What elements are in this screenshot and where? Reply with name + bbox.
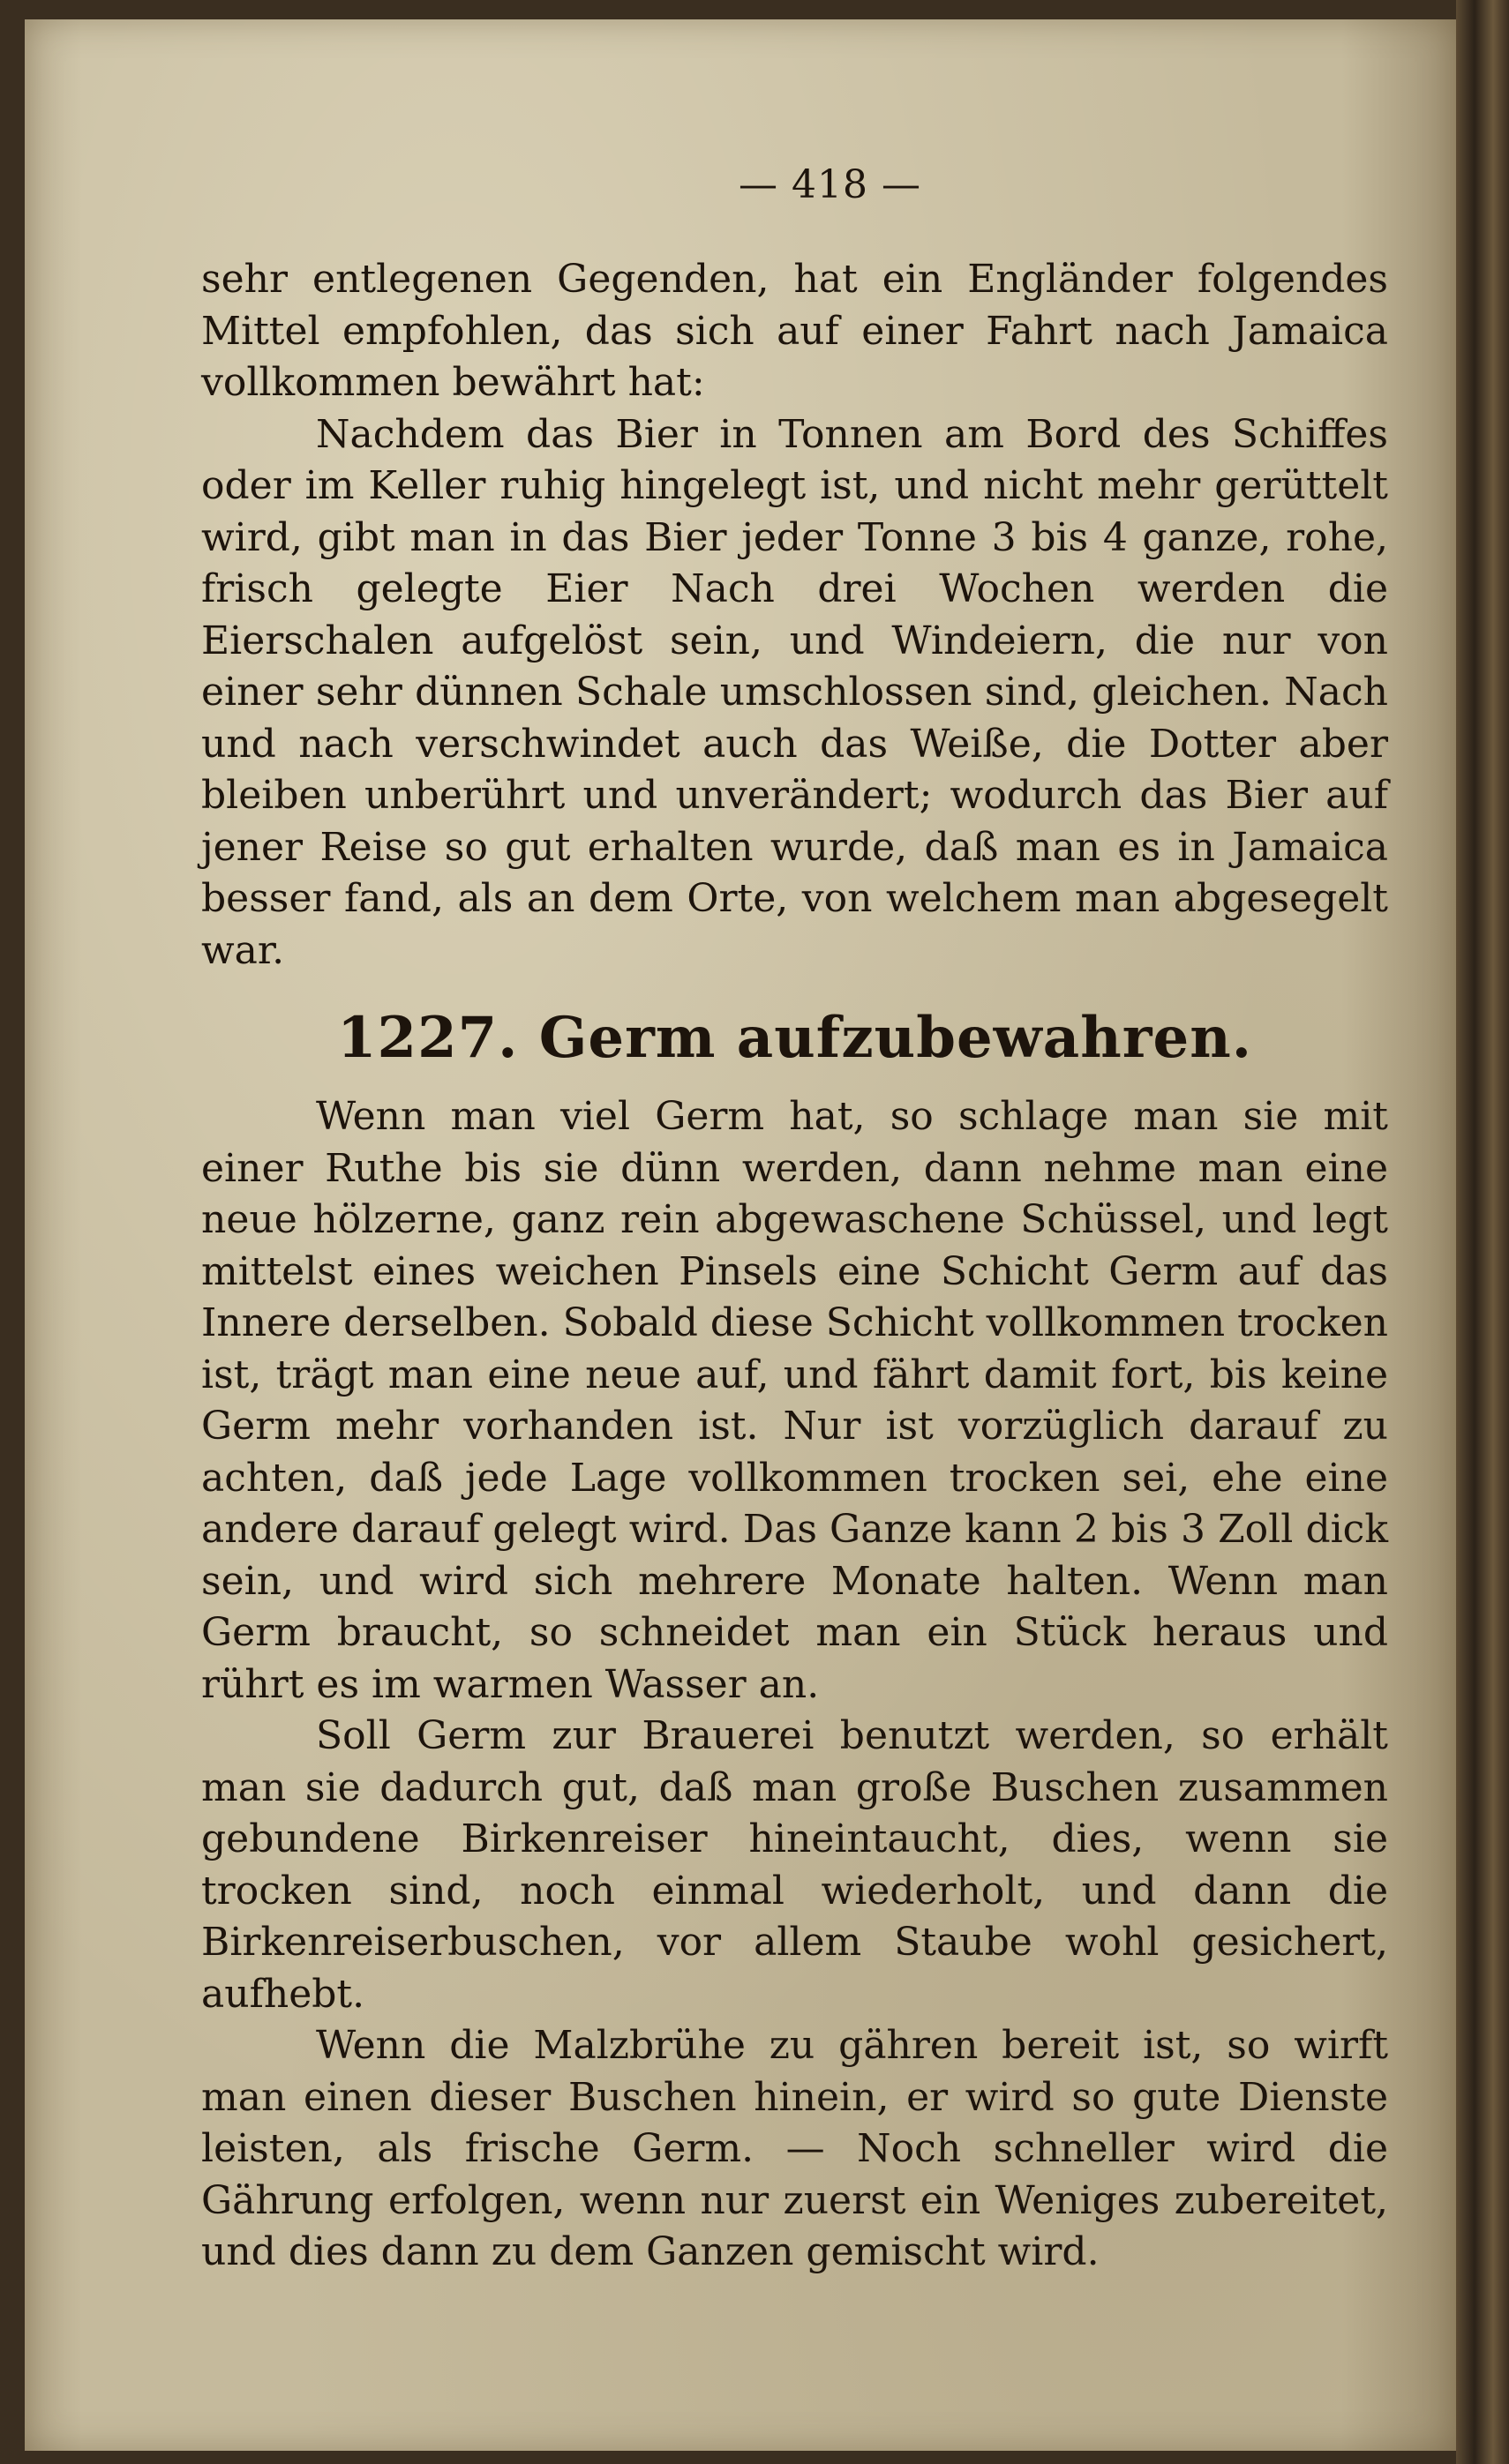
section-heading: 1227. Germ aufzubewahren. <box>337 1005 1252 1071</box>
paragraph-malt-broth: Wenn die Malzbrühe zu gähren bereit ist, so wirft man einen dieser Buschen hinein, er wird so gute Dienste leisten, als frische Germ. — Noch schneller wird die Gährung erfolgen, wenn nur zuerst ein Weniges zubereitet, und dies dann zu dem Ganzen gemischt wird. <box>201 2023 1388 2274</box>
paragraph-germ-storage: Wenn man viel Germ hat, so schlage man sie mit einer Ruthe bis sie dünn werden, dann nehme man eine neue hölzerne, ganz rein abgewaschene Schüssel, und legt mittelst eines weichen Pinsels eine Schicht Germ auf das Innere derselben. Sobald diese Schicht vollkommen trocken ist, trägt man eine neue auf, und fährt damit fort, bis keine Germ mehr vorhanden ist. Nur ist vorzüglich darauf zu achten, daß jede Lage vollkommen trocken sei, ehe eine andere darauf gelegt wird. Das Ganze kann 2 bis 3 Zoll dick sein, und wird sich mehrere Monate halten. Wenn man Germ braucht, so schneidet man ein Stück heraus und rührt es im warmen Wasser an. <box>201 1094 1388 1707</box>
book-spine <box>1456 0 1509 2464</box>
paragraph-beer-eggs: Nachdem das Bier in Tonnen am Bord des Schiffes oder im Keller ruhig hingelegt ist, und nicht mehr gerüttelt wird, gibt man in das Bier jeder Tonne 3 bis 4 ganze, rohe, frisch gelegte Eier Nach drei Wochen werden die Eierschalen aufgelöst sein, und Windeiern, die nur von einer sehr dünnen Schale umschlossen sind, gleichen. Nach und nach verschwindet auch das Weiße, die Dotter aber bleiben unberührt und unverändert; wodurch das Bier auf jener Reise so gut erhalten wurde, daß man es in Jamaica besser fand, als an dem Orte, von welchem man abgesegelt war. <box>201 411 1388 973</box>
page-content <box>201 159 1388 2279</box>
paragraph-continuation: sehr entlegenen Gegenden, hat ein Engländer folgendes Mittel empfohlen, das sich auf einer Fahrt nach Jamaica vollkommen bewährt hat: <box>201 257 1388 405</box>
paragraph-germ-brewing: Soll Germ zur Brauerei benutzt werden, so erhält man sie dadurch gut, daß man große Buschen zusammen gebundene Birkenreiser hineintaucht, dies, wenn sie trocken sind, noch einmal wiederholt, und dann die Birkenreiserbuschen, vor allem Staube wohl gesichert, aufhebt. <box>201 1713 1388 2017</box>
page-number: — 418 — <box>739 162 921 207</box>
